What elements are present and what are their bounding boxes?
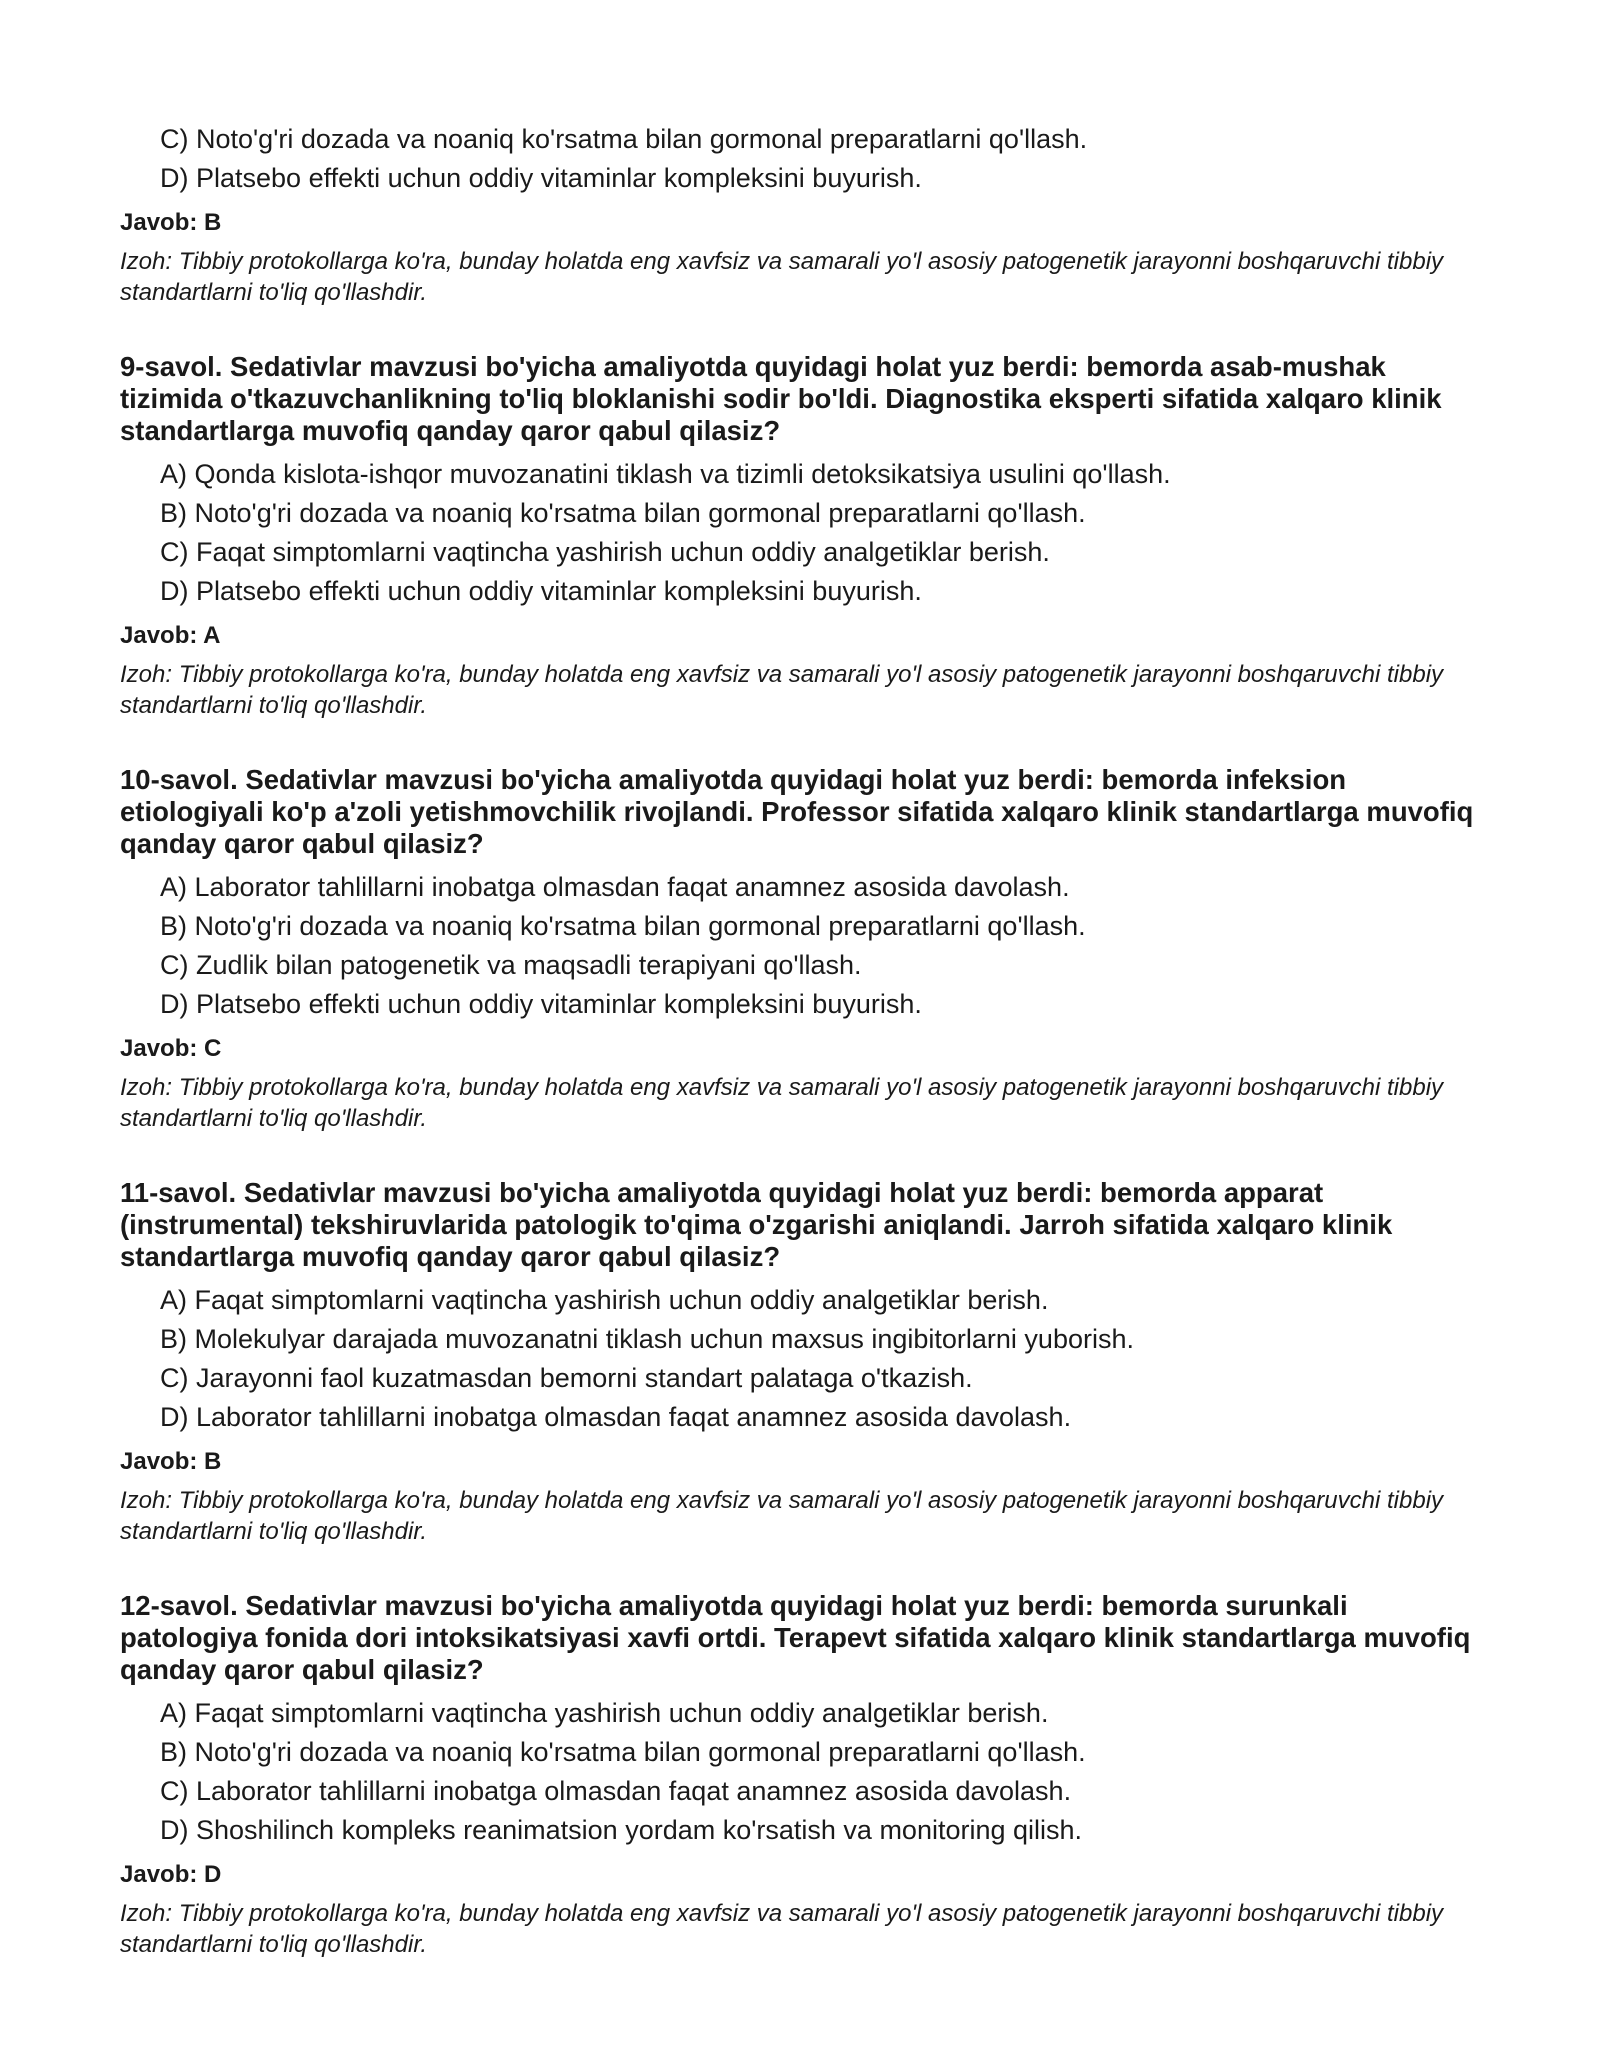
option-c: C) Faqat simptomlarni vaqtincha yashirish uchun oddiy analgetiklar berish. (160, 537, 1050, 567)
option-list (120, 1281, 1480, 1437)
option-list (120, 1694, 1480, 1850)
explanation-note: Izoh: Tibbiy protokollarga ko'ra, bunday holatda eng xavfsiz va samarali yo'l asosiy patogenetik jarayonni boshqaruvchi tibbiy standartlarni to'liq qo'llashdir. (120, 1074, 1444, 1132)
option-c: C) Jarayonni faol kuzatmasdan bemorni standart palataga o'tkazish. (160, 1363, 973, 1393)
option-b: B) Noto'g'ri dozada va noaniq ko'rsatma bilan gormonal preparatlarni qo'llash. (160, 1737, 1086, 1767)
question-10 (120, 764, 1480, 1134)
explanation-note: Izoh: Tibbiy protokollarga ko'ra, bunday holatda eng xavfsiz va samarali yo'l asosiy patogenetik jarayonni boshqaruvchi tibbiy standartlarni to'liq qo'llashdir. (120, 248, 1444, 306)
option-c: C) Laborator tahlillarni inobatga olmasdan faqat anamnez asosida davolash. (160, 1776, 1072, 1806)
option-d: D) Platsebo effekti uchun oddiy vitaminlar kompleksini buyurish. (160, 163, 922, 193)
option-a: A) Laborator tahlillarni inobatga olmasdan faqat anamnez asosida davolash. (160, 872, 1070, 902)
question-title: 11-savol. Sedativlar mavzusi bo'yicha amaliyotda quyidagi holat yuz berdi: bemorda apparat (instrumental) tekshiruvlarida patologik to'qima o'zgarishi aniqlandi. Jarroh sifatida xalqaro klinik standartlarga muvofiq qanday qaror qabul qilasiz? (120, 1177, 1393, 1272)
explanation-note: Izoh: Tibbiy protokollarga ko'ra, bunday holatda eng xavfsiz va samarali yo'l asosiy patogenetik jarayonni boshqaruvchi tibbiy standartlarni to'liq qo'llashdir. (120, 1900, 1444, 1958)
answer: Javob: D (120, 1861, 222, 1888)
question-12 (120, 1590, 1480, 1960)
option-a: A) Faqat simptomlarni vaqtincha yashirish uchun oddiy analgetiklar berish. (160, 1285, 1049, 1315)
option-b: B) Noto'g'ri dozada va noaniq ko'rsatma bilan gormonal preparatlarni qo'llash. (160, 498, 1086, 528)
option-b: B) Molekulyar darajada muvozanatni tiklash uchun maxsus ingibitorlarni yuborish. (160, 1324, 1134, 1354)
answer: Javob: A (120, 622, 221, 649)
option-c: C) Noto'g'ri dozada va noaniq ko'rsatma bilan gormonal preparatlarni qo'llash. (160, 124, 1088, 154)
option-b: B) Noto'g'ri dozada va noaniq ko'rsatma bilan gormonal preparatlarni qo'llash. (160, 911, 1086, 941)
answer: Javob: C (120, 1035, 222, 1062)
option-d: D) Platsebo effekti uchun oddiy vitaminlar kompleksini buyurish. (160, 576, 922, 606)
question-title: 9-savol. Sedativlar mavzusi bo'yicha amaliyotda quyidagi holat yuz berdi: bemorda asab-mushak tizimida o'tkazuvchanlikning to'liq bloklanishi sodir bo'ldi. Diagnostika eksperti sifatida xalqaro klinik standartlarga muvofiq qanday qaror qabul qilasiz? (120, 351, 1442, 446)
continued-question (120, 120, 1480, 308)
option-d: D) Shoshilinch kompleks reanimatsion yordam ko'rsatish va monitoring qilish. (160, 1815, 1083, 1845)
question-title: 12-savol. Sedativlar mavzusi bo'yicha amaliyotda quyidagi holat yuz berdi: bemorda surunkali patologiya fonida dori intoksikatsiyasi xavfi ortdi. Terapevt sifatida xalqaro klinik standartlarga muvofiq qanday qaror qabul qilasiz? (120, 1590, 1471, 1685)
explanation-note: Izoh: Tibbiy protokollarga ko'ra, bunday holatda eng xavfsiz va samarali yo'l asosiy patogenetik jarayonni boshqaruvchi tibbiy standartlarni to'liq qo'llashdir. (120, 1487, 1444, 1545)
answer: Javob: B (120, 209, 222, 236)
option-list (120, 120, 1480, 198)
option-d: D) Laborator tahlillarni inobatga olmasdan faqat anamnez asosida davolash. (160, 1402, 1072, 1432)
explanation-note: Izoh: Tibbiy protokollarga ko'ra, bunday holatda eng xavfsiz va samarali yo'l asosiy patogenetik jarayonni boshqaruvchi tibbiy standartlarni to'liq qo'llashdir. (120, 661, 1444, 719)
answer: Javob: B (120, 1448, 222, 1475)
question-11 (120, 1177, 1480, 1547)
document-page (120, 120, 1480, 1960)
option-list (120, 455, 1480, 611)
option-list (120, 868, 1480, 1024)
question-9 (120, 351, 1480, 721)
option-a: A) Qonda kislota-ishqor muvozanatini tiklash va tizimli detoksikatsiya usulini qo'llash. (160, 459, 1171, 489)
question-title: 10-savol. Sedativlar mavzusi bo'yicha amaliyotda quyidagi holat yuz berdi: bemorda infeksion etiologiyali ko'p a'zoli yetishmovchilik rivojlandi. Professor sifatida xalqaro klinik standartlarga muvofiq qanday qaror qabul qilasiz? (120, 764, 1474, 859)
option-a: A) Faqat simptomlarni vaqtincha yashirish uchun oddiy analgetiklar berish. (160, 1698, 1049, 1728)
option-c: C) Zudlik bilan patogenetik va maqsadli terapiyani qo'llash. (160, 950, 862, 980)
option-d: D) Platsebo effekti uchun oddiy vitaminlar kompleksini buyurish. (160, 989, 922, 1019)
